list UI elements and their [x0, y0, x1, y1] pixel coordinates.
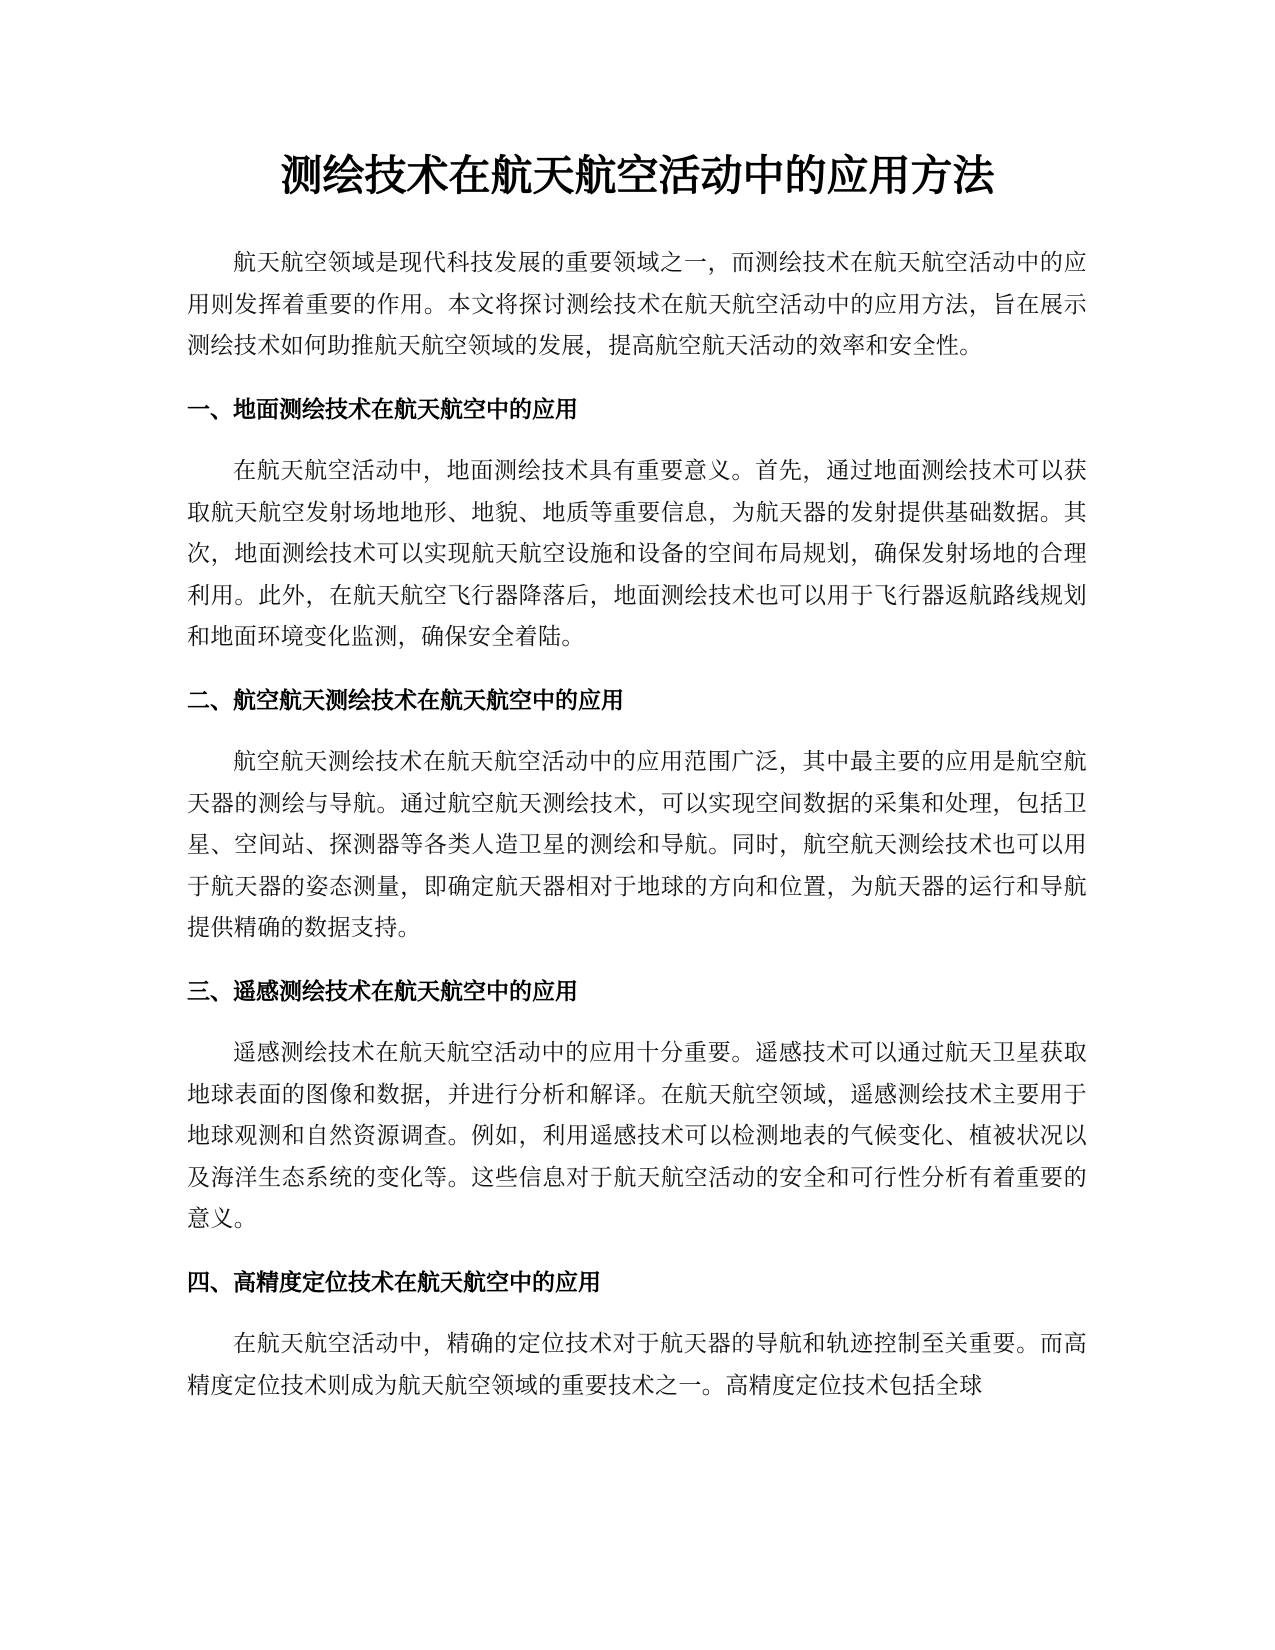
section-paragraph-2: 航空航天测绘技术在航天航空活动中的应用范围广泛，其中最主要的应用是航空航天器的测绘与导航。通过航空航天测绘技术，可以实现空间数据的采集和处理，包括卫星、空间站、探测器等各类人造卫星的测绘和导航。同时，航空航天测绘技术也可以用于航天器的姿态测量，即确定航天器相对于地球的方向和位置，为航天器的运行和导航提供精确的数据支持。 — [187, 749, 1087, 941]
section-paragraph-1: 在航天航空活动中，地面测绘技术具有重要意义。首先，通过地面测绘技术可以获取航天航空发射场地地形、地貌、地质等重要信息，为航天器的发射提供基础数据。其次，地面测绘技术可以实现航天航空设施和设备的空间布局规划，确保发射场地的合理利用。此外，在航天航空飞行器降落后，地面测绘技术也可以用于飞行器返航路线规划和地面环境变化监测，确保安全着陆。 — [187, 458, 1087, 650]
section-paragraph-3: 遥感测绘技术在航天航空活动中的应用十分重要。遥感技术可以通过航天卫星获取地球表面的图像和数据，并进行分析和解译。在航天航空领域，遥感测绘技术主要用于地球观测和自然资源调查。例如，利用遥感技术可以检测地表的气候变化、植被状况以及海洋生态系统的变化等。这些信息对于航天航空活动的安全和可行性分析有着重要的意义。 — [187, 1040, 1087, 1232]
document-body — [187, 243, 1087, 1407]
intro-paragraph: 航天航空领域是现代科技发展的重要领域之一，而测绘技术在航天航空活动中的应用则发挥着重要的作用。本文将探讨测绘技术在航天航空活动中的应用方法，旨在展示测绘技术如何助推航天航空领域的发展，提高航空航天活动的效率和安全性。 — [187, 250, 1087, 359]
section-heading-3: 三、遥感测绘技术在航天航空中的应用 — [187, 978, 578, 1005]
section-paragraph-4: 在航天航空活动中，精确的定位技术对于航天器的导航和轨迹控制至关重要。而高精度定位技术则成为航天航空领域的重要技术之一。高精度定位技术包括全球 — [187, 1331, 1087, 1399]
document-title: 测绘技术在航天航空活动中的应用方法 — [280, 151, 995, 200]
section-heading-4: 四、高精度定位技术在航天航空中的应用 — [187, 1269, 601, 1296]
section-heading-1: 一、地面测绘技术在航天航空中的应用 — [187, 396, 578, 423]
section-heading-2: 二、航空航天测绘技术在航天航空中的应用 — [187, 687, 624, 714]
